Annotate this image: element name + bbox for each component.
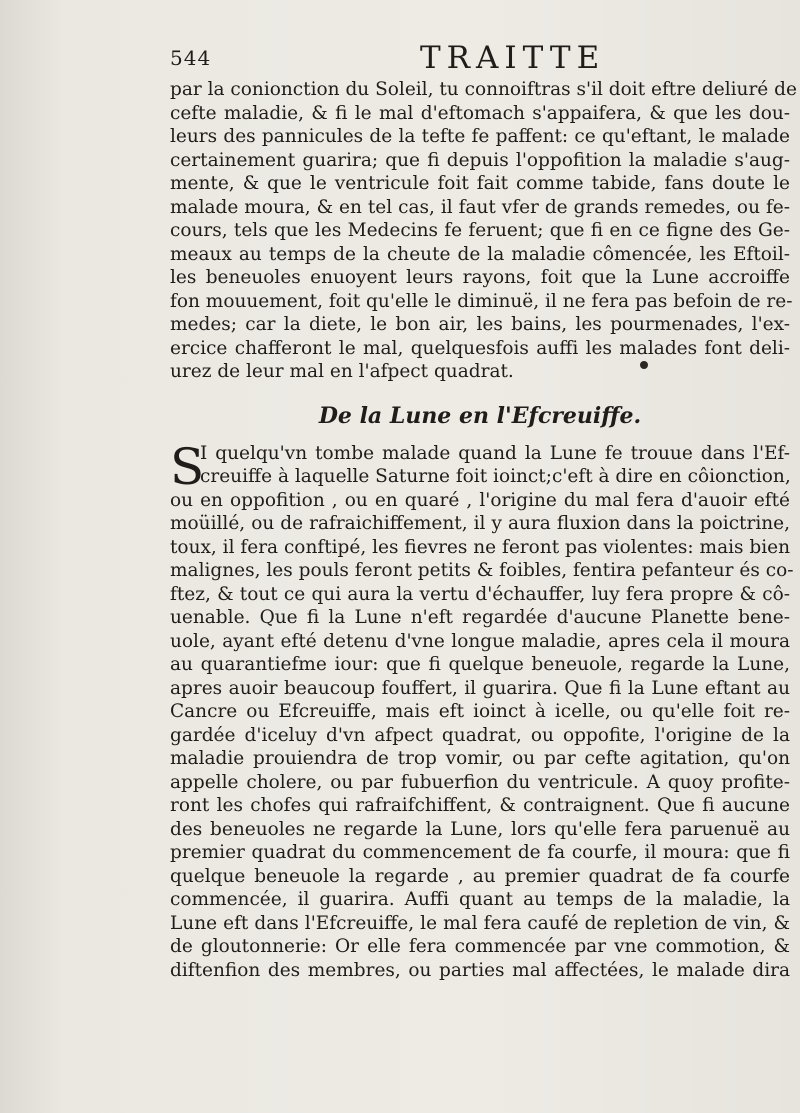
text-line: ercice chafferont le mal, quelquesfois auffi les malades font deli- bbox=[170, 337, 790, 359]
text-line: moüillé, ou de rafraichiffement, il y aura fluxion dans la poictrine, bbox=[170, 513, 790, 534]
text-line: fon mouuement, foit qu'elle le diminuë, il ne fera pas befoin de re- bbox=[170, 290, 793, 312]
section-title: De la Lune en l'Efcreuiffe. bbox=[318, 402, 642, 429]
text-line: appelle cholere, ou par fubuerfion du ventricule. A quoy profite- bbox=[170, 771, 790, 793]
text-line: cefte maladie, & fi le mal d'eftomach s'appaifera, & que les dou- bbox=[170, 102, 790, 124]
text-line: diftenfion des membres, ou parties mal affectées, le malade dira bbox=[170, 959, 790, 981]
text-line: des beneuoles ne regarde la Lune, lors qu'elle fera paruenuë au bbox=[170, 818, 790, 840]
text-line: I quelqu'vn tombe malade quand la Lune fe trouue dans l'Ef- bbox=[200, 442, 790, 464]
text-line: urez de leur mal en l'afpect quadrat. bbox=[170, 361, 514, 382]
paragraph-2 bbox=[170, 437, 794, 983]
text-line: certainement guarira; que fi depuis l'oppofition la maladie s'aug- bbox=[170, 149, 790, 171]
text-line: uole, ayant efté detenu d'vne longue maladie, apres cela il moura bbox=[170, 630, 790, 652]
page-header bbox=[170, 40, 770, 80]
text-line: gardée d'iceluy d'vn afpect quadrat, ou oppofite, l'origine de la bbox=[170, 724, 790, 746]
text-line: maladie prouiendra de trop vomir, ou par cefte agitation, qu'on bbox=[170, 748, 790, 769]
text-line: ftez, & tout ce qui aura la vertu d'échauffer, luy fera propre & cô- bbox=[170, 583, 790, 605]
text-line: toux, il fera conftipé, les fievres ne feront pas violentes: mais bien bbox=[170, 536, 791, 558]
text-line: quelque beneuole la regarde , au premier quadrat de fa courfe bbox=[170, 865, 790, 887]
paragraph-1 bbox=[170, 78, 797, 384]
drop-cap: S bbox=[170, 437, 205, 496]
text-line: ront les chofes qui rafraifchiffent, & contraignent. Que fi aucune bbox=[170, 795, 790, 816]
text-line: Cancre ou Efcreuiffe, mais eft ioinct à icelle, ou qu'elle foit re- bbox=[170, 701, 790, 722]
text-line: au quarantiefme iour: que fi quelque beneuole, regarde la Lune, bbox=[170, 654, 790, 675]
text-line: ou en oppofition , ou en quaré , l'origine du mal fera d'auoir efté bbox=[170, 489, 790, 511]
text-line: les beneuoles enuoyent leurs rayons, foit que la Lune accroiffe bbox=[170, 267, 790, 288]
text-line: meaux au temps de la cheute de la maladie cômencée, les Eftoil- bbox=[170, 243, 790, 265]
text-line: mente, & que le ventricule foit fait comme tabide, fans doute le bbox=[170, 173, 790, 194]
text-line: apres auoir beaucoup fouffert, il guarira. Que fi la Lune eftant au bbox=[170, 677, 790, 699]
page-number: 544 bbox=[170, 46, 212, 70]
text-line: creuiffe à laquelle Saturne foit ioinct;c'eft à dire en côionction, bbox=[200, 466, 791, 487]
text-line: cours, tels que les Medecins fe feruent; que fi en ce figne des Ge- bbox=[170, 220, 790, 241]
text-line: uenable. Que fi la Lune n'eft regardée d'aucune Planette bene- bbox=[170, 607, 790, 628]
text-line: premier quadrat du commencement de fa courfe, il moura: que fi bbox=[170, 842, 790, 863]
text-line: malade moura, & en tel cas, il faut vfer de grands remedes, ou fe- bbox=[170, 196, 790, 218]
text-line: medes; car la diete, le bon air, les bains, les pourmenades, l'ex- bbox=[170, 314, 790, 335]
text-line: commencée, il guarira. Auffi quant au temps de la maladie, la bbox=[170, 889, 790, 910]
text-line: de gloutonnerie: Or elle fera commencée par vne commotion, & bbox=[170, 936, 790, 957]
text-line: malignes, les pouls feront petits & foibles, fentira pefanteur és co- bbox=[170, 560, 794, 581]
text-line: Lune eft dans l'Efcreuiffe, le mal fera caufé de repletion de vin, & bbox=[170, 912, 790, 934]
text-line: par la conionction du Soleil, tu connoiftras s'il doit eftre deliuré de bbox=[170, 79, 797, 100]
main-text bbox=[170, 78, 797, 982]
running-title: TRAITTE bbox=[420, 40, 606, 76]
text-line: leurs des pannicules de la tefte fe paffent: ce qu'eftant, le malade bbox=[170, 126, 790, 147]
